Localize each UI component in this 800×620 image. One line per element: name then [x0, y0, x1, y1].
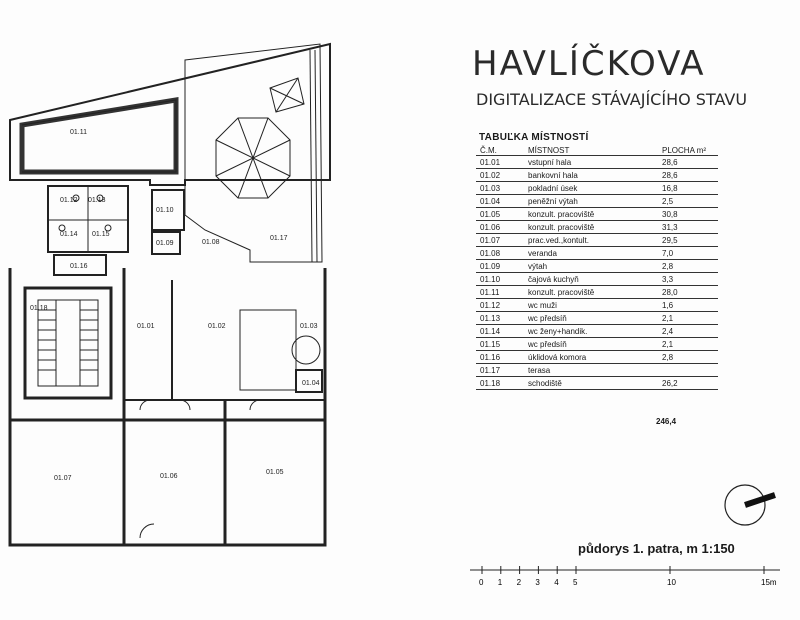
table-row: [476, 195, 718, 208]
room-number: 01.16: [476, 351, 524, 364]
room-table: [476, 145, 718, 390]
room-name: konzult. pracoviště: [524, 286, 658, 299]
table-row: [476, 286, 718, 299]
scale-tick-label: 2: [516, 578, 522, 587]
plan-label-0114: 01.14: [60, 231, 78, 238]
room-number: 01.03: [476, 182, 524, 195]
plan-label-0101: 01.01: [137, 323, 155, 330]
room-area: 2,4: [658, 325, 718, 338]
room-area: 31,3: [658, 221, 718, 234]
room-name: veranda: [524, 247, 658, 260]
scale-tick-label: 0: [479, 578, 484, 587]
column-header-area: PLOCHA m²: [658, 145, 718, 156]
room-name: peněžní výtah: [524, 195, 658, 208]
plan-label-0107: 01.07: [54, 475, 72, 482]
table-row: [476, 156, 718, 169]
plan-label-0103: 01.03: [300, 323, 318, 330]
room-table-title: TABUĽKA MÍSTNOSTÍ: [479, 132, 589, 143]
plan-label-0105: 01.05: [266, 469, 284, 476]
room-table-header: [476, 145, 718, 156]
room-area: 16,8: [658, 182, 718, 195]
room-area: 29,5: [658, 234, 718, 247]
table-row: [476, 299, 718, 312]
plan-label-0117: 01.17: [270, 235, 288, 242]
column-header-room: MÍSTNOST: [524, 145, 658, 156]
room-number: 01.02: [476, 169, 524, 182]
north-arrow-icon: [725, 485, 775, 525]
room-number: 01.13: [476, 312, 524, 325]
plan-label-0113: 01.13: [88, 197, 106, 204]
plan-label-0112: 01.12: [60, 197, 78, 204]
room-number: 01.11: [476, 286, 524, 299]
table-row: [476, 338, 718, 351]
room-name: konzult. pracoviště: [524, 221, 658, 234]
room-number: 01.18: [476, 377, 524, 390]
room-name: čajová kuchyň: [524, 273, 658, 286]
room-name: prac.ved.,kontult.: [524, 234, 658, 247]
room-area: 7,0: [658, 247, 718, 260]
room-number: 01.08: [476, 247, 524, 260]
room-name: wc ženy+handik.: [524, 325, 658, 338]
room-area: 2,1: [658, 312, 718, 325]
table-row: [476, 325, 718, 338]
plan-caption: půdorys 1. patra, m 1:150: [578, 541, 735, 556]
room-name: wc muži: [524, 299, 658, 312]
plan-label-0115: 01.15: [92, 231, 110, 238]
scale-tick-label: 4: [554, 578, 559, 587]
table-row: [476, 182, 718, 195]
table-row: [476, 312, 718, 325]
room-number: 01.07: [476, 234, 524, 247]
room-number: 01.01: [476, 156, 524, 169]
room-number: 01.10: [476, 273, 524, 286]
page-title: HAVLÍČKOVA: [472, 44, 706, 84]
plan-label-0110: 01.10: [156, 207, 174, 214]
room-name: wc předsíň: [524, 312, 658, 325]
room-area: 3,3: [658, 273, 718, 286]
scale-tick-label: 1: [497, 578, 503, 587]
scale-tick-label: 3: [535, 578, 540, 587]
room-area: 1,6: [658, 299, 718, 312]
table-row: [476, 169, 718, 182]
room-number: 01.12: [476, 299, 524, 312]
scale-tick-label: 5: [573, 578, 578, 587]
room-name: konzult. pracoviště: [524, 208, 658, 221]
table-row: [476, 208, 718, 221]
room-number: 01.15: [476, 338, 524, 351]
room-name: vstupní hala: [524, 156, 658, 169]
plan-label-0108: 01.08: [202, 239, 220, 246]
table-row: [476, 377, 718, 390]
scale-tick-label: 15m: [761, 578, 777, 587]
room-number: 01.14: [476, 325, 524, 338]
room-area: 30,8: [658, 208, 718, 221]
plan-label-0116: 01.16: [70, 263, 88, 270]
table-row: [476, 247, 718, 260]
room-name: wc předsíň: [524, 338, 658, 351]
room-area: 2,8: [658, 260, 718, 273]
total-area: 246,4: [656, 417, 677, 426]
room-area: 2,5: [658, 195, 718, 208]
table-row: [476, 221, 718, 234]
room-area: 28,6: [658, 156, 718, 169]
plan-label-0106: 01.06: [160, 473, 178, 480]
room-area: 2,8: [658, 351, 718, 364]
scale-tick-label: 10: [667, 578, 676, 587]
room-number: 01.04: [476, 195, 524, 208]
table-row: [476, 234, 718, 247]
plan-label-0118: 01.18: [30, 305, 48, 312]
room-number: 01.09: [476, 260, 524, 273]
room-number: 01.17: [476, 364, 524, 377]
plan-label-0102: 01.02: [208, 323, 226, 330]
room-name: terasa: [524, 364, 658, 377]
room-number: 01.06: [476, 221, 524, 234]
room-name: výtah: [524, 260, 658, 273]
room-name: schodiště: [524, 377, 658, 390]
table-row: [476, 364, 718, 377]
plan-label-0109: 01.09: [156, 240, 174, 247]
room-area: 28,6: [658, 169, 718, 182]
room-number: 01.05: [476, 208, 524, 221]
page-subtitle: DIGITALIZACE STÁVAJÍCÍHO STAVU: [476, 90, 748, 109]
room-name: bankovní hala: [524, 169, 658, 182]
column-header-number: Č.M.: [476, 145, 524, 156]
table-row: [476, 273, 718, 286]
table-row: [476, 351, 718, 364]
room-area: [658, 364, 718, 377]
room-area: 28,0: [658, 286, 718, 299]
table-row: [476, 260, 718, 273]
plan-label-0111: 01.11: [70, 129, 87, 136]
room-area: 26,2: [658, 377, 718, 390]
wall-room-0111: [10, 44, 330, 185]
room-name: úklidová komora: [524, 351, 658, 364]
room-name: pokladní úsek: [524, 182, 658, 195]
room-area: 2,1: [658, 338, 718, 351]
plan-label-0104: 01.04: [302, 380, 320, 387]
